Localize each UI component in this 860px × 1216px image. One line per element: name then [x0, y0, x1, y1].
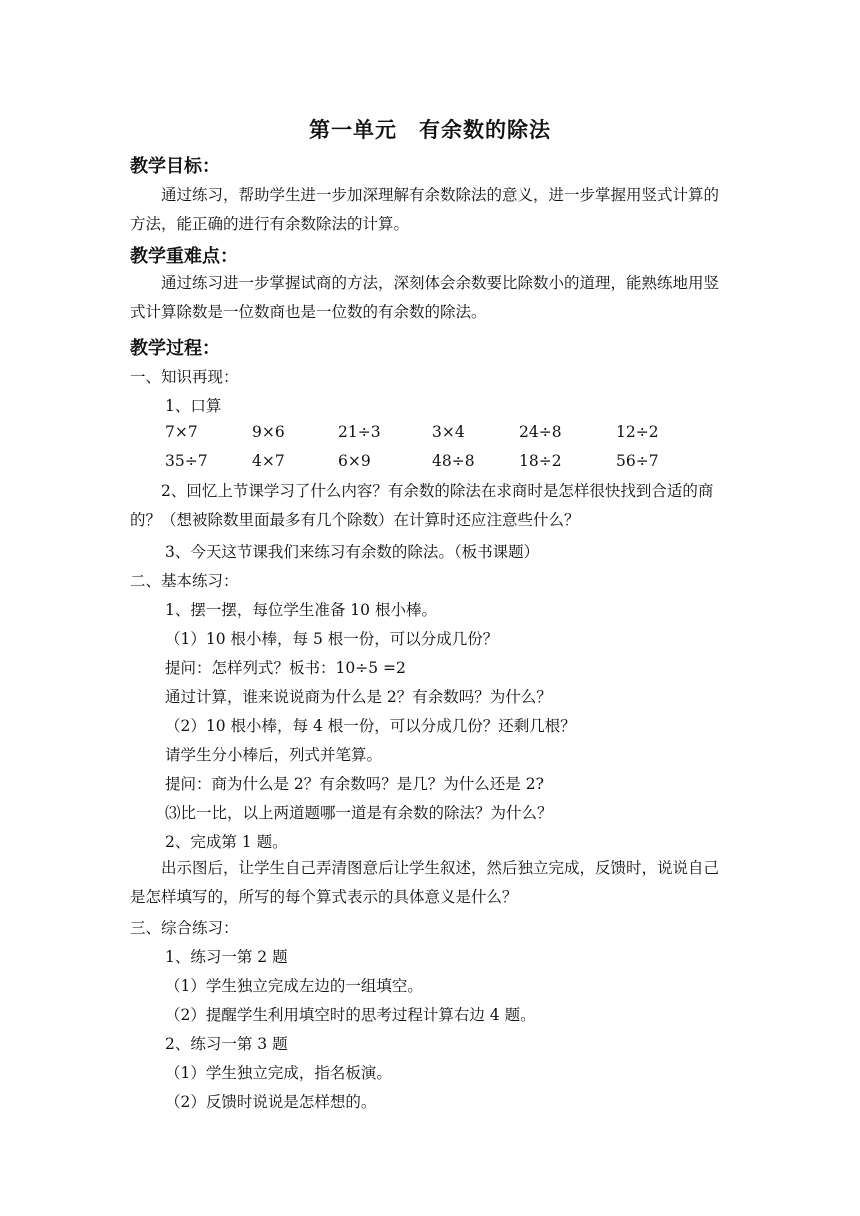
- oral-calc-item: 21÷3: [338, 423, 381, 441]
- comprehensive-line: （1）学生独立完成，指名板演。: [165, 1064, 392, 1082]
- practice-line: 通过计算，谁来说说商为什么是 2？有余数吗？为什么？: [165, 688, 552, 706]
- oral-calc-item: 12÷2: [616, 423, 659, 441]
- objective-heading: 教学目标：: [130, 156, 220, 177]
- practice-line: 2、完成第 1 题。: [165, 833, 288, 851]
- oral-calc-item: 48÷8: [432, 452, 475, 470]
- section-2-heading: 二、基本练习：: [130, 572, 239, 590]
- comprehensive-line: （2）提醒学生利用填空时的思考过程计算右边 4 题。: [165, 1006, 536, 1024]
- oral-calc-item: 4×7: [252, 452, 285, 470]
- oral-calc-item: 3×4: [432, 423, 465, 441]
- oral-calc-item: 35÷7: [165, 452, 208, 470]
- recall-paragraph: 2、回忆上节课学习了什么内容？有余数的除法在求商时是怎样很快找到合适的商的？（想被除数里面最多有几个除数）在计算时还应注意些什么？: [130, 482, 714, 529]
- section-3-heading: 三、综合练习：: [130, 919, 239, 937]
- oral-calc-item: 24÷8: [519, 423, 562, 441]
- comprehensive-line: 1、练习一第 2 题: [165, 948, 288, 966]
- difficulty-paragraph: 通过练习进一步掌握试商的方法，深刻体会余数要比除数小的道理，能熟练地用竖式计算除数是一位数商也是一位数的有余数的除法。: [130, 274, 720, 321]
- objective-paragraph: 通过练习，帮助学生进一步加深理解有余数除法的意义，进一步掌握用竖式计算的方法，能正确的进行有余数除法的计算。: [130, 186, 720, 233]
- topic-line: 3、今天这节课我们来练习有余数的除法。（板书课题）: [165, 543, 540, 561]
- oral-calc-item: 7×7: [165, 423, 198, 441]
- practice-line: 提问：怎样列式？板书：10÷5 =2: [165, 659, 406, 677]
- oral-calc-item: 6×9: [338, 452, 371, 470]
- oral-calc-label: 1、口算: [165, 397, 222, 415]
- oral-calc-item: 56÷7: [616, 452, 659, 470]
- comprehensive-line: （2）反馈时说说是怎样想的。: [165, 1093, 377, 1111]
- practice-line: 1、摆一摆，每位学生准备 10 根小棒。: [165, 601, 437, 619]
- practice-line: ⑶比一比，以上两道题哪一道是有余数的除法？为什么？: [165, 804, 553, 822]
- practice-line: （2）10 根小棒，每 4 根一份，可以分成几份？还剩几根？: [165, 717, 576, 735]
- comprehensive-line: 2、练习一第 3 题: [165, 1035, 288, 1053]
- oral-calc-item: 18÷2: [519, 452, 562, 470]
- difficulty-heading: 教学重难点：: [130, 246, 238, 267]
- practice-paragraph: 出示图后，让学生自己弄清图意后让学生叙述，然后独立完成，反馈时，说说自己是怎样填写的，所写的每个算式表示的具体意义是什么？: [130, 859, 720, 906]
- practice-line: 提问：商为什么是 2？有余数吗？是几？为什么还是 2?: [165, 775, 544, 793]
- practice-line: （1）10 根小棒，每 5 根一份，可以分成几份？: [165, 630, 499, 648]
- process-heading: 教学过程：: [130, 338, 220, 359]
- oral-calc-item: 9×6: [252, 423, 285, 441]
- comprehensive-line: （1）学生独立完成左边的一组填空。: [165, 977, 423, 995]
- page-title: 第一单元 有余数的除法: [309, 117, 551, 142]
- section-1-heading: 一、知识再现：: [130, 368, 239, 386]
- practice-line: 请学生分小棒后，列式并笔算。: [165, 746, 383, 764]
